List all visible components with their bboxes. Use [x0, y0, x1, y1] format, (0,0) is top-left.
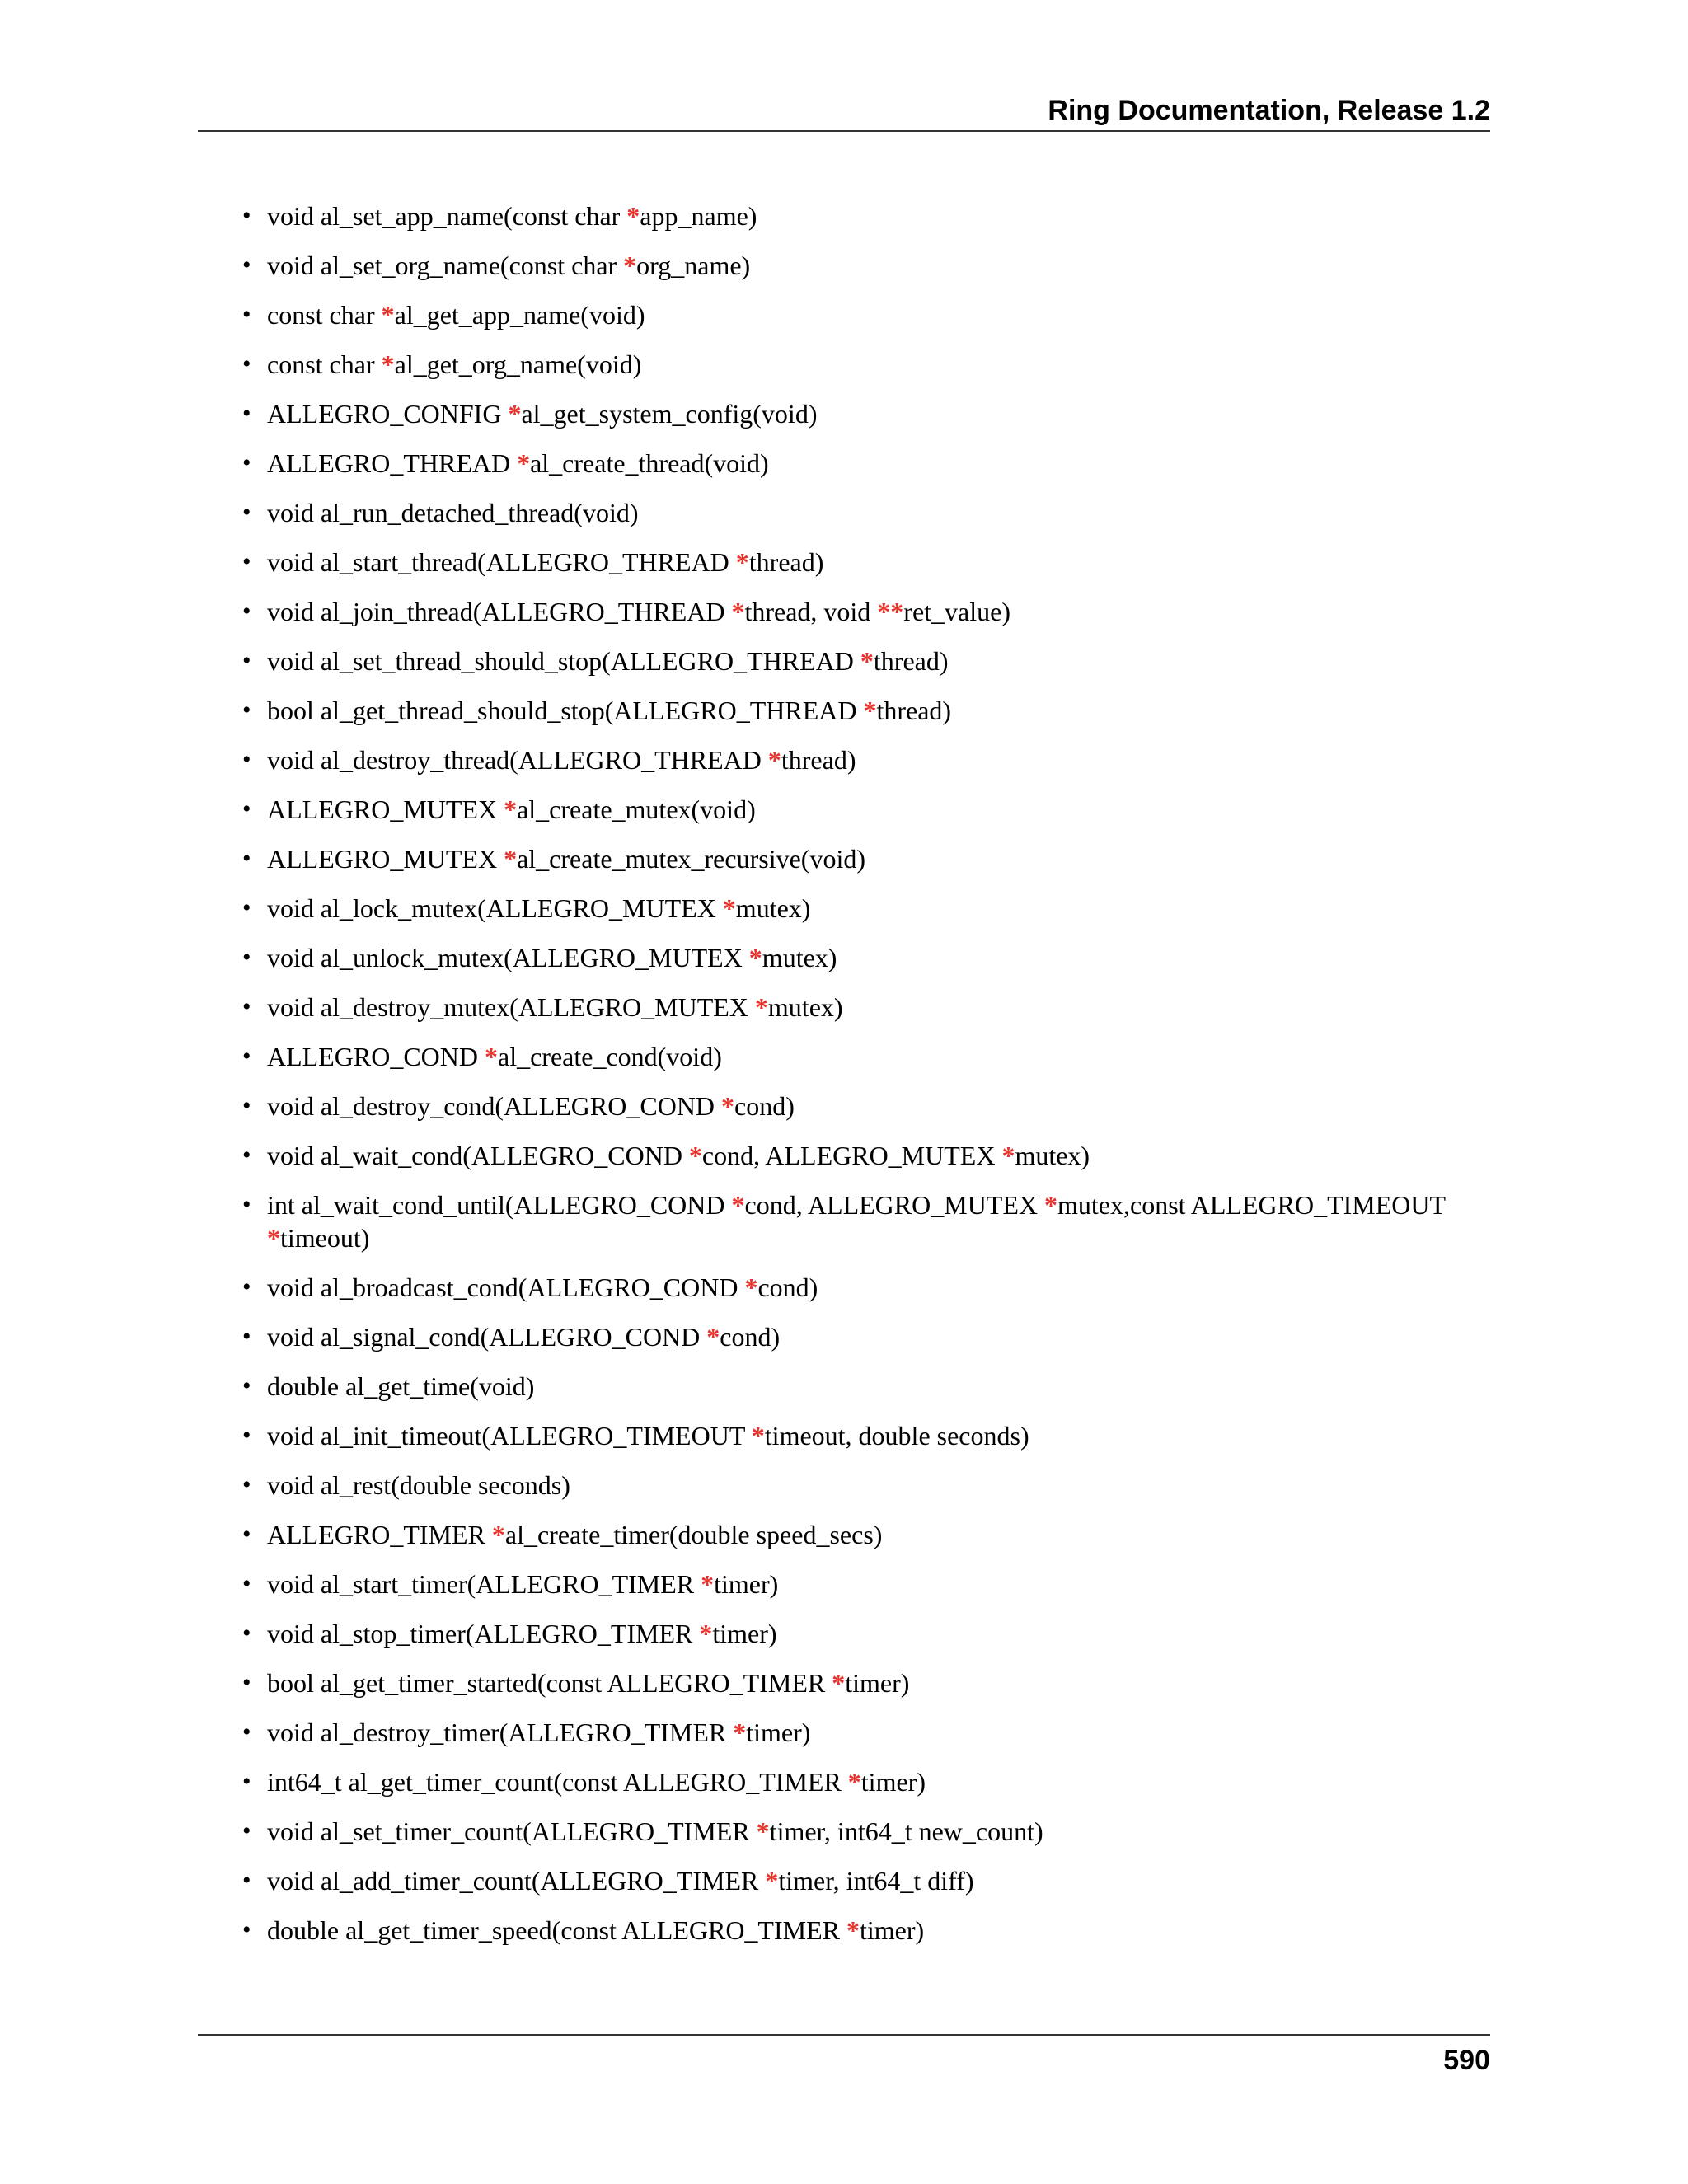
- list-item: [242, 1370, 1490, 1403]
- pointer-symbol: *: [847, 1767, 861, 1797]
- signature-text: int al_wait_cond_until(ALLEGRO_COND: [267, 1190, 732, 1220]
- signature-text: void al_join_thread(ALLEGRO_THREAD: [267, 597, 732, 626]
- list-item: [242, 743, 1490, 776]
- pointer-symbol: *: [688, 1141, 702, 1170]
- bullet-icon: •: [242, 1718, 251, 1746]
- signature-text: void al_signal_cond(ALLEGRO_COND: [267, 1322, 707, 1352]
- signature-text: cond): [757, 1272, 818, 1302]
- signature-text: org_name): [636, 251, 751, 280]
- signature-text: void al_rest(double seconds): [267, 1470, 570, 1500]
- list-item: [242, 595, 1490, 628]
- pointer-symbol: *: [517, 448, 531, 478]
- pointer-symbol: *: [756, 1816, 770, 1846]
- list-item: [242, 1271, 1490, 1304]
- signature-text: mutex): [767, 992, 843, 1022]
- signature-text: mutex): [735, 893, 811, 923]
- list-item: [242, 1864, 1490, 1897]
- pointer-symbol: **: [877, 597, 904, 626]
- list-item: [242, 1765, 1490, 1798]
- pointer-symbol: *: [751, 1421, 765, 1451]
- pointer-symbol: *: [722, 893, 736, 923]
- pointer-symbol: *: [626, 201, 640, 231]
- pointer-symbol: *: [623, 251, 637, 280]
- signature-text: ALLEGRO_MUTEX: [267, 844, 504, 874]
- bullet-icon: •: [242, 449, 251, 476]
- signature-text: cond): [734, 1091, 795, 1121]
- bullet-icon: •: [242, 845, 251, 872]
- signature-text: const char: [267, 349, 382, 379]
- signature-text: void al_init_timeout(ALLEGRO_TIMEOUT: [267, 1421, 752, 1451]
- list-item: [242, 892, 1490, 925]
- pointer-symbol: *: [381, 300, 395, 330]
- signature-text: void al_set_thread_should_stop(ALLEGRO_THREAD: [267, 646, 860, 676]
- pointer-symbol: *: [1001, 1141, 1015, 1170]
- list-item: [242, 1666, 1490, 1699]
- list-item: [242, 298, 1490, 331]
- bullet-icon: •: [242, 993, 251, 1020]
- pointer-symbol: *: [381, 349, 395, 379]
- list-item: [242, 1320, 1490, 1353]
- list-item: [242, 199, 1490, 232]
- bullet-icon: •: [242, 202, 251, 229]
- list-item: [242, 991, 1490, 1024]
- signature-text: void al_set_timer_count(ALLEGRO_TIMER: [267, 1816, 757, 1846]
- list-item: [242, 546, 1490, 579]
- page-number: 590: [1443, 2045, 1490, 2076]
- signature-text: mutex): [762, 943, 837, 972]
- signature-text: al_create_mutex_recursive(void): [517, 844, 865, 874]
- signature-text: void al_start_thread(ALLEGRO_THREAD: [267, 547, 736, 577]
- api-function-list: [242, 199, 1490, 1963]
- list-item: [242, 1518, 1490, 1551]
- bullet-icon: •: [242, 350, 251, 377]
- list-item: [242, 842, 1490, 875]
- pointer-symbol: *: [744, 1272, 758, 1302]
- pointer-symbol: *: [748, 943, 762, 972]
- signature-text: thread): [876, 696, 952, 725]
- signature-text: timer): [714, 1569, 779, 1599]
- pointer-symbol: *: [721, 1091, 735, 1121]
- pointer-symbol: *: [846, 1915, 860, 1945]
- pointer-symbol: *: [832, 1668, 846, 1698]
- bullet-icon: •: [242, 1916, 251, 1943]
- pointer-symbol: *: [484, 1042, 498, 1071]
- signature-text: mutex): [1015, 1141, 1090, 1170]
- signature-text: timer, int64_t new_count): [769, 1816, 1043, 1846]
- signature-text: void al_stop_timer(ALLEGRO_TIMER: [267, 1619, 700, 1648]
- signature-text: void al_destroy_timer(ALLEGRO_TIMER: [267, 1718, 734, 1747]
- signature-text: timer): [860, 1767, 926, 1797]
- list-item: [242, 1914, 1490, 1947]
- signature-text: thread): [748, 547, 824, 577]
- bullet-icon: •: [242, 1141, 251, 1169]
- signature-text: timer): [859, 1915, 925, 1945]
- pointer-symbol: *: [504, 844, 518, 874]
- bullet-icon: •: [242, 1570, 251, 1597]
- signature-text: void al_broadcast_cond(ALLEGRO_COND: [267, 1272, 745, 1302]
- bullet-icon: •: [242, 696, 251, 724]
- list-item: [242, 1188, 1490, 1254]
- bullet-icon: •: [242, 1867, 251, 1894]
- signature-text: void al_destroy_cond(ALLEGRO_COND: [267, 1091, 722, 1121]
- pointer-symbol: *: [731, 597, 745, 626]
- signature-text: thread, void: [744, 597, 878, 626]
- list-item: [242, 1040, 1490, 1073]
- signature-text: al_create_thread(void): [530, 448, 769, 478]
- signature-text: thread): [781, 745, 856, 775]
- bullet-icon: •: [242, 1817, 251, 1844]
- pointer-symbol: *: [767, 745, 781, 775]
- list-item: [242, 1090, 1490, 1122]
- bullet-icon: •: [242, 795, 251, 823]
- list-item: [242, 348, 1490, 381]
- signature-text: thread): [873, 646, 949, 676]
- list-item: [242, 1716, 1490, 1749]
- bullet-icon: •: [242, 1422, 251, 1449]
- signature-text: int64_t al_get_timer_count(const ALLEGRO_TIMER: [267, 1767, 848, 1797]
- bullet-icon: •: [242, 1471, 251, 1498]
- signature-text: void al_wait_cond(ALLEGRO_COND: [267, 1141, 689, 1170]
- signature-text: ALLEGRO_THREAD: [267, 448, 518, 478]
- bullet-icon: •: [242, 647, 251, 674]
- bullet-icon: •: [242, 1669, 251, 1696]
- bullet-icon: •: [242, 301, 251, 328]
- signature-text: bool al_get_thread_should_stop(ALLEGRO_THREAD: [267, 696, 864, 725]
- bullet-icon: •: [242, 1521, 251, 1548]
- signature-text: ALLEGRO_CONFIG: [267, 399, 509, 429]
- bullet-icon: •: [242, 1768, 251, 1795]
- signature-text: void al_add_timer_count(ALLEGRO_TIMER: [267, 1866, 766, 1896]
- bullet-icon: •: [242, 400, 251, 427]
- signature-text: al_get_system_config(void): [521, 399, 818, 429]
- pointer-symbol: *: [699, 1619, 713, 1648]
- signature-text: cond, ALLEGRO_MUTEX: [744, 1190, 1044, 1220]
- signature-text: timeout, double seconds): [764, 1421, 1029, 1451]
- signature-text: al_create_timer(double speed_secs): [504, 1520, 883, 1549]
- pointer-symbol: *: [765, 1866, 779, 1896]
- list-item: [242, 1139, 1490, 1172]
- bullet-icon: •: [242, 1043, 251, 1070]
- bullet-icon: •: [242, 251, 251, 279]
- signature-text: void al_destroy_thread(ALLEGRO_THREAD: [267, 745, 768, 775]
- signature-text: void al_start_timer(ALLEGRO_TIMER: [267, 1569, 701, 1599]
- signature-text: timeout): [280, 1223, 370, 1253]
- bullet-icon: •: [242, 1191, 251, 1218]
- signature-text: double al_get_time(void): [267, 1371, 535, 1401]
- list-item: [242, 1419, 1490, 1452]
- list-item: [242, 496, 1490, 529]
- list-item: [242, 1469, 1490, 1502]
- bullet-icon: •: [242, 598, 251, 625]
- signature-text: cond, ALLEGRO_MUTEX: [701, 1141, 1002, 1170]
- pointer-symbol: *: [1044, 1190, 1057, 1220]
- pointer-symbol: *: [860, 646, 874, 676]
- signature-text: bool al_get_timer_started(const ALLEGRO_TIMER: [267, 1668, 832, 1698]
- signature-text: const char: [267, 300, 382, 330]
- signature-text: ALLEGRO_MUTEX: [267, 794, 504, 824]
- pointer-symbol: *: [863, 696, 877, 725]
- header-rule: [198, 130, 1490, 132]
- list-item: [242, 1568, 1490, 1601]
- signature-text: void al_set_org_name(const char: [267, 251, 624, 280]
- pointer-symbol: *: [735, 547, 749, 577]
- bullet-icon: •: [242, 548, 251, 575]
- signature-text: ALLEGRO_COND: [267, 1042, 485, 1071]
- bullet-icon: •: [242, 894, 251, 921]
- pointer-symbol: *: [508, 399, 522, 429]
- list-item: [242, 1815, 1490, 1848]
- pointer-symbol: *: [267, 1223, 280, 1253]
- signature-text: al_create_mutex(void): [517, 794, 756, 824]
- signature-text: al_get_app_name(void): [394, 300, 645, 330]
- list-item: [242, 249, 1490, 282]
- pointer-symbol: *: [706, 1322, 720, 1352]
- signature-text: timer, int64_t diff): [778, 1866, 974, 1896]
- pointer-symbol: *: [733, 1718, 747, 1747]
- page-header-title: Ring Documentation, Release 1.2: [1048, 95, 1490, 126]
- signature-text: void al_destroy_mutex(ALLEGRO_MUTEX: [267, 992, 755, 1022]
- list-item: [242, 397, 1490, 430]
- list-item: [242, 941, 1490, 974]
- signature-text: void al_run_detached_thread(void): [267, 498, 639, 527]
- bullet-icon: •: [242, 1372, 251, 1399]
- signature-text: app_name): [640, 201, 757, 231]
- pointer-symbol: *: [491, 1520, 505, 1549]
- bullet-icon: •: [242, 944, 251, 971]
- pointer-symbol: *: [701, 1569, 715, 1599]
- signature-text: al_create_cond(void): [497, 1042, 722, 1071]
- list-item: [242, 644, 1490, 677]
- signature-text: timer): [845, 1668, 910, 1698]
- signature-text: timer): [746, 1718, 811, 1747]
- bullet-icon: •: [242, 746, 251, 773]
- pointer-symbol: *: [731, 1190, 745, 1220]
- signature-text: timer): [712, 1619, 777, 1648]
- list-item: [242, 1617, 1490, 1650]
- signature-text: cond): [720, 1322, 781, 1352]
- list-item: [242, 793, 1490, 826]
- footer-rule: [198, 2034, 1490, 2036]
- bullet-icon: •: [242, 1323, 251, 1350]
- pointer-symbol: *: [504, 794, 518, 824]
- signature-text: double al_get_timer_speed(const ALLEGRO_TIMER: [267, 1915, 846, 1945]
- bullet-icon: •: [242, 1619, 251, 1647]
- signature-text: mutex,const ALLEGRO_TIMEOUT: [1057, 1190, 1446, 1220]
- signature-text: void al_unlock_mutex(ALLEGRO_MUTEX: [267, 943, 749, 972]
- signature-text: al_get_org_name(void): [394, 349, 642, 379]
- signature-text: void al_lock_mutex(ALLEGRO_MUTEX: [267, 893, 723, 923]
- signature-text: ALLEGRO_TIMER: [267, 1520, 492, 1549]
- bullet-icon: •: [242, 1273, 251, 1301]
- signature-text: ret_value): [903, 597, 1010, 626]
- bullet-icon: •: [242, 1092, 251, 1119]
- signature-text: void al_set_app_name(const char: [267, 201, 627, 231]
- list-item: [242, 447, 1490, 480]
- list-item: [242, 694, 1490, 727]
- pointer-symbol: *: [754, 992, 768, 1022]
- bullet-icon: •: [242, 499, 251, 526]
